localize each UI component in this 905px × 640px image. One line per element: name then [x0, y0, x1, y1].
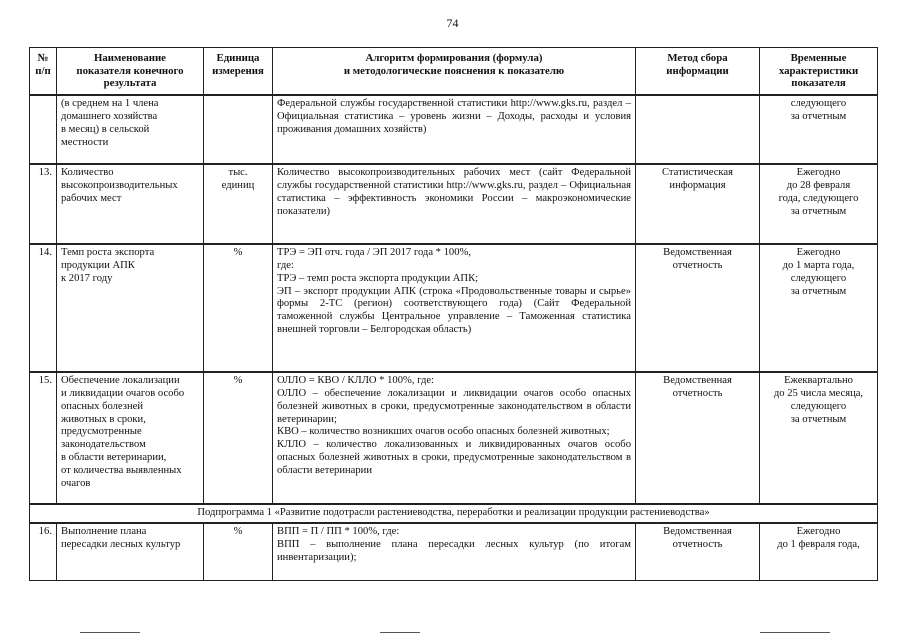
row-name: Обеспечение локализации и ликвидации очагов особо опасных болезней животных в сроки, предусмотренные законодательством в области ветеринарии, от количества выявленных очагов	[57, 372, 204, 504]
row-num: 13.	[30, 164, 57, 244]
row-timing: Ежеквартально до 25 числа месяца, следующего за отчетным	[760, 372, 878, 504]
table-row	[30, 95, 878, 164]
row-method: Ведомственная отчетность	[636, 244, 760, 372]
row-unit: тыс. единиц	[204, 164, 273, 244]
page-number: 74	[446, 16, 459, 30]
row-timing: Ежегодно до 1 марта года, следующего за отчетным	[760, 244, 878, 372]
header-name: Наименование показателя конечного результата	[57, 48, 204, 95]
header-method: Метод сбора информации	[636, 48, 760, 95]
row-num: 14.	[30, 244, 57, 372]
row-unit: %	[204, 523, 273, 581]
table-row	[30, 523, 878, 581]
table-row	[30, 164, 878, 244]
row-method: Ведомственная отчетность	[636, 372, 760, 504]
row-timing: Ежегодно до 28 февраля года, следующего за отчетным	[760, 164, 878, 244]
row-name: Количество высокопроизводительных рабочих мест	[57, 164, 204, 244]
row-num: 16.	[30, 523, 57, 581]
row-num	[30, 95, 57, 164]
header-algorithm: Алгоритм формирования (формула) и методологические пояснения к показателю	[273, 48, 636, 95]
row-algorithm: Количество высокопроизводительных рабочих мест (сайт Федеральной службы государственной статистики http://www.gks.ru, раздел – Официальная статистика – эффективность экономики России – макроэкономические показатели)	[273, 164, 636, 244]
row-algorithm: ОЛЛО = КВО / КЛЛО * 100%, где: ОЛЛО – обеспечение локализации и ликвидации очагов особо опасных болезней животных в сроки, предусмотренные законодательством в области ветеринарии; КВО – количество возникших очагов особо опасных болезней животных; КЛЛО – количество локализованных и ликвидированных очагов особо опасных болезней животных в сроки, предусмотренные законодательством в области ветеринарии	[273, 372, 636, 504]
row-name: Темп роста экспорта продукции АПК к 2017 году	[57, 244, 204, 372]
row-algorithm: ВПП = П / ПП * 100%, где: ВПП – выполнение плана пересадки лесных культур (по итогам инвентаризации);	[273, 523, 636, 581]
row-name: Выполнение плана пересадки лесных культур	[57, 523, 204, 581]
header-unit: Единица измерения	[204, 48, 273, 95]
table-row	[30, 244, 878, 372]
row-timing: следующего за отчетным	[760, 95, 878, 164]
subprogram-title: Подпрограмма 1 «Развитие подотрасли растениеводства, переработки и реализации продукции растениеводства»	[30, 504, 878, 523]
row-num: 15.	[30, 372, 57, 504]
header-num: № п/п	[30, 48, 57, 95]
row-unit: %	[204, 244, 273, 372]
row-timing: Ежегодно до 1 февраля года,	[760, 523, 878, 581]
row-name: (в среднем на 1 члена домашнего хозяйства в месяц) в сельской местности	[57, 95, 204, 164]
row-method: Ведомственная отчетность	[636, 523, 760, 581]
indicators-table	[29, 47, 878, 581]
row-unit: %	[204, 372, 273, 504]
footer-rule	[380, 632, 420, 633]
footer-rule	[760, 632, 830, 633]
row-method	[636, 95, 760, 164]
row-unit	[204, 95, 273, 164]
row-algorithm: ТРЭ = ЭП отч. года / ЭП 2017 года * 100%, где: ТРЭ – темп роста экспорта продукции АПК; ЭП – экспорт продукции АПК (строка «Продовольственные товары и сырье» формы 2-ТС (регион) соответствующего года) (Сайт Федеральной таможенной службы Центральное управление – Таможенная статистика внешней торговли – Белгородская область)	[273, 244, 636, 372]
footer-rule	[80, 632, 140, 633]
row-algorithm: Федеральной службы государственной статистики http://www.gks.ru, раздел – Официальная статистика – уровень жизни – Доходы, расходы и условия проживания домашних хозяйств)	[273, 95, 636, 164]
header-timing: Временные характеристики показателя	[760, 48, 878, 95]
row-method: Статистическая информация	[636, 164, 760, 244]
table-row	[30, 372, 878, 504]
table-header-row	[30, 48, 878, 95]
subprogram-row	[30, 504, 878, 523]
